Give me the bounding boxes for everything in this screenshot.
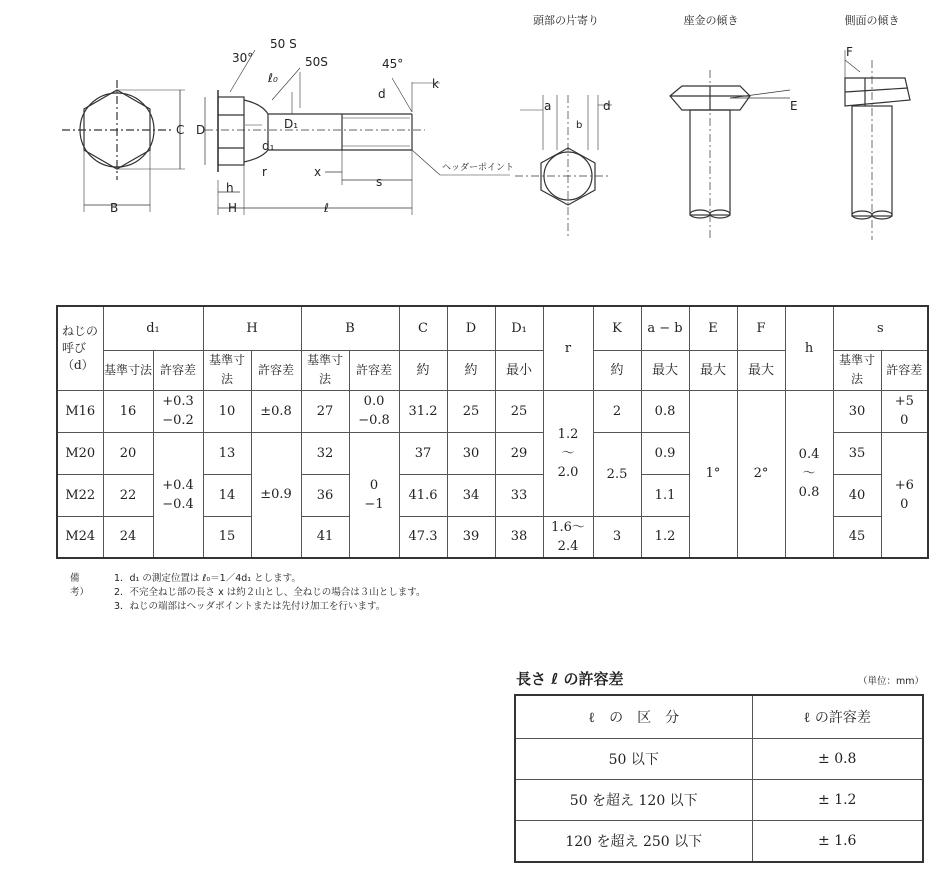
cell-name: M24 <box>57 516 103 558</box>
length-tolerance-table <box>514 694 924 863</box>
cell-B-tol-merged: 0 −1 <box>349 432 399 558</box>
header-F: F <box>737 306 785 350</box>
header-h: h <box>785 306 833 390</box>
cell-D1: 33 <box>495 474 543 516</box>
subheader-d1-tol: 許容差 <box>153 350 203 390</box>
head-offset-view <box>515 95 612 238</box>
cell-H: 13 <box>203 432 251 474</box>
label-50s-a: 50 S <box>270 37 297 51</box>
cell-K: 2 <box>593 390 641 432</box>
label-C: C <box>176 123 185 137</box>
subheader-ab-max: 最大 <box>641 350 689 390</box>
subheader-s-tol: 許容差 <box>881 350 928 390</box>
label-k: k <box>432 77 439 91</box>
cell-range: 50 を超え 120 以下 <box>515 780 752 821</box>
cell-tol: ± 1.6 <box>752 821 923 863</box>
table-row <box>515 821 923 863</box>
label-angle30: 30° <box>232 51 254 65</box>
washer-tilt-view <box>670 70 790 240</box>
table-row <box>515 780 923 821</box>
label-l0: ℓ₀ <box>268 71 278 85</box>
cell-s-tol: +5 0 <box>881 390 928 432</box>
cell-tol: ± 1.2 <box>752 780 923 821</box>
cell-B: 41 <box>301 516 349 558</box>
cell-h-merged: 0.4 ～ 0.8 <box>785 390 833 558</box>
cell-C: 47.3 <box>399 516 447 558</box>
cell-s: 35 <box>833 432 881 474</box>
cell-H-tol-merged: ±0.9 <box>251 432 301 558</box>
cell-D1: 29 <box>495 432 543 474</box>
cell-ab: 0.9 <box>641 432 689 474</box>
cell-D1: 25 <box>495 390 543 432</box>
header-K: K <box>593 306 641 350</box>
label-F: F <box>846 45 853 59</box>
cell-s: 45 <box>833 516 881 558</box>
cell-B-tol: 0.0 −0.8 <box>349 390 399 432</box>
header-length-tol: ℓ の許容差 <box>752 695 923 739</box>
side-tilt-view <box>845 50 910 240</box>
cell-H: 10 <box>203 390 251 432</box>
label-B: B <box>110 201 119 215</box>
subheader-d1-basic: 基準寸法 <box>103 350 153 390</box>
cell-d1: 22 <box>103 474 153 516</box>
cell-D: 30 <box>447 432 495 474</box>
label-h: h <box>226 181 234 195</box>
view-title-side-tilt: 側面の傾き <box>844 14 900 27</box>
subheader-H-basic: 基準寸法 <box>203 350 251 390</box>
label-d: d <box>378 87 386 101</box>
cell-K: 3 <box>593 516 641 558</box>
label-b: b <box>576 120 583 131</box>
header-B: B <box>301 306 399 350</box>
header-thread-name: ねじの 呼び （d） <box>57 306 103 390</box>
label-50s-b: 50S <box>305 55 328 69</box>
cell-H: 15 <box>203 516 251 558</box>
header-H: H <box>203 306 301 350</box>
cell-B: 32 <box>301 432 349 474</box>
cell-range: 120 を超え 250 以下 <box>515 821 752 863</box>
note-line: 3．ねじの端部はヘッダポイントまたは先付け加工を行います。 <box>114 601 386 612</box>
cell-name: M20 <box>57 432 103 474</box>
label-d1: d₁ <box>262 139 275 153</box>
label-angle45: 45° <box>382 57 404 71</box>
label-D1: D₁ <box>284 117 299 131</box>
cell-B: 36 <box>301 474 349 516</box>
subheader-C-approx: 約 <box>399 350 447 390</box>
cell-range: 50 以下 <box>515 739 752 780</box>
cell-ab: 1.2 <box>641 516 689 558</box>
note-line: 1．d₁ の測定位置は ℓ₀＝1／4d₁ とします。 <box>114 573 301 584</box>
unit-label: （単位：mm） <box>858 676 925 687</box>
label-l: ℓ <box>324 201 329 215</box>
subheader-H-tol: 許容差 <box>251 350 301 390</box>
note-line: 2．不完全ねじ部の長さ x は約２山とし、全ねじの場合は３山とします。 <box>114 587 426 598</box>
cell-D: 25 <box>447 390 495 432</box>
cell-D: 34 <box>447 474 495 516</box>
cell-H-tol: ±0.8 <box>251 390 301 432</box>
bolt-side-view <box>205 50 510 215</box>
header-C: C <box>399 306 447 350</box>
cell-E-merged: 1° <box>689 390 737 558</box>
label-x: x <box>314 165 322 179</box>
cell-tol: ± 0.8 <box>752 739 923 780</box>
header-length-range: ℓ の 区 分 <box>515 695 752 739</box>
cell-H: 14 <box>203 474 251 516</box>
cell-s-tol-merged: +6 0 <box>881 432 928 558</box>
cell-K-merged: 2.5 <box>593 432 641 516</box>
notes-prefix: 備考） <box>70 573 90 598</box>
cell-name: M22 <box>57 474 103 516</box>
label-D: D <box>196 123 206 137</box>
label-header-point: ヘッダーポイント <box>442 163 515 173</box>
cell-s: 30 <box>833 390 881 432</box>
header-E: E <box>689 306 737 350</box>
length-tolerance-title: 長さ ℓ の許容差 <box>516 670 624 688</box>
subheader-D-approx: 約 <box>447 350 495 390</box>
header-s: s <box>833 306 928 350</box>
cell-d1: 16 <box>103 390 153 432</box>
cell-B: 27 <box>301 390 349 432</box>
header-r: r <box>543 306 593 390</box>
table-row <box>515 739 923 780</box>
label-E: E <box>790 99 798 113</box>
subheader-B-tol: 許容差 <box>349 350 399 390</box>
header-d1: d₁ <box>103 306 203 350</box>
hex-head-end-view <box>62 80 185 212</box>
bolt-spec-table <box>56 305 929 559</box>
table-row <box>57 390 928 432</box>
cell-d1-tol-merged: +0.4 −0.4 <box>153 432 203 558</box>
cell-C: 41.6 <box>399 474 447 516</box>
cell-d1: 20 <box>103 432 153 474</box>
subheader-s-basic: 基準寸法 <box>833 350 881 390</box>
header-D1: D₁ <box>495 306 543 350</box>
label-r: r <box>262 165 267 179</box>
subheader-B-basic: 基準寸法 <box>301 350 349 390</box>
bolt-technical-drawing <box>0 0 951 300</box>
label-H: H <box>228 201 238 215</box>
cell-C: 37 <box>399 432 447 474</box>
cell-d1: 24 <box>103 516 153 558</box>
view-title-head-offset: 頭部の片寄り <box>533 14 599 27</box>
cell-d1-tol: +0.3 −0.2 <box>153 390 203 432</box>
label-a: a <box>544 99 552 113</box>
cell-D: 39 <box>447 516 495 558</box>
cell-name: M16 <box>57 390 103 432</box>
cell-D1: 38 <box>495 516 543 558</box>
header-D: D <box>447 306 495 350</box>
cell-r: 1.6～ 2.4 <box>543 516 593 558</box>
cell-r-merged: 1.2 ～ 2.0 <box>543 390 593 516</box>
cell-s: 40 <box>833 474 881 516</box>
subheader-F-max: 最大 <box>737 350 785 390</box>
view-title-washer-tilt: 座金の傾き <box>683 14 739 27</box>
subheader-K-approx: 約 <box>593 350 641 390</box>
header-ab: a − b <box>641 306 689 350</box>
cell-ab: 1.1 <box>641 474 689 516</box>
subheader-E-max: 最大 <box>689 350 737 390</box>
label-d-offset: d <box>603 99 611 113</box>
subheader-D1-min: 最小 <box>495 350 543 390</box>
label-s: s <box>376 175 383 189</box>
cell-ab: 0.8 <box>641 390 689 432</box>
cell-C: 31.2 <box>399 390 447 432</box>
cell-F-merged: 2° <box>737 390 785 558</box>
